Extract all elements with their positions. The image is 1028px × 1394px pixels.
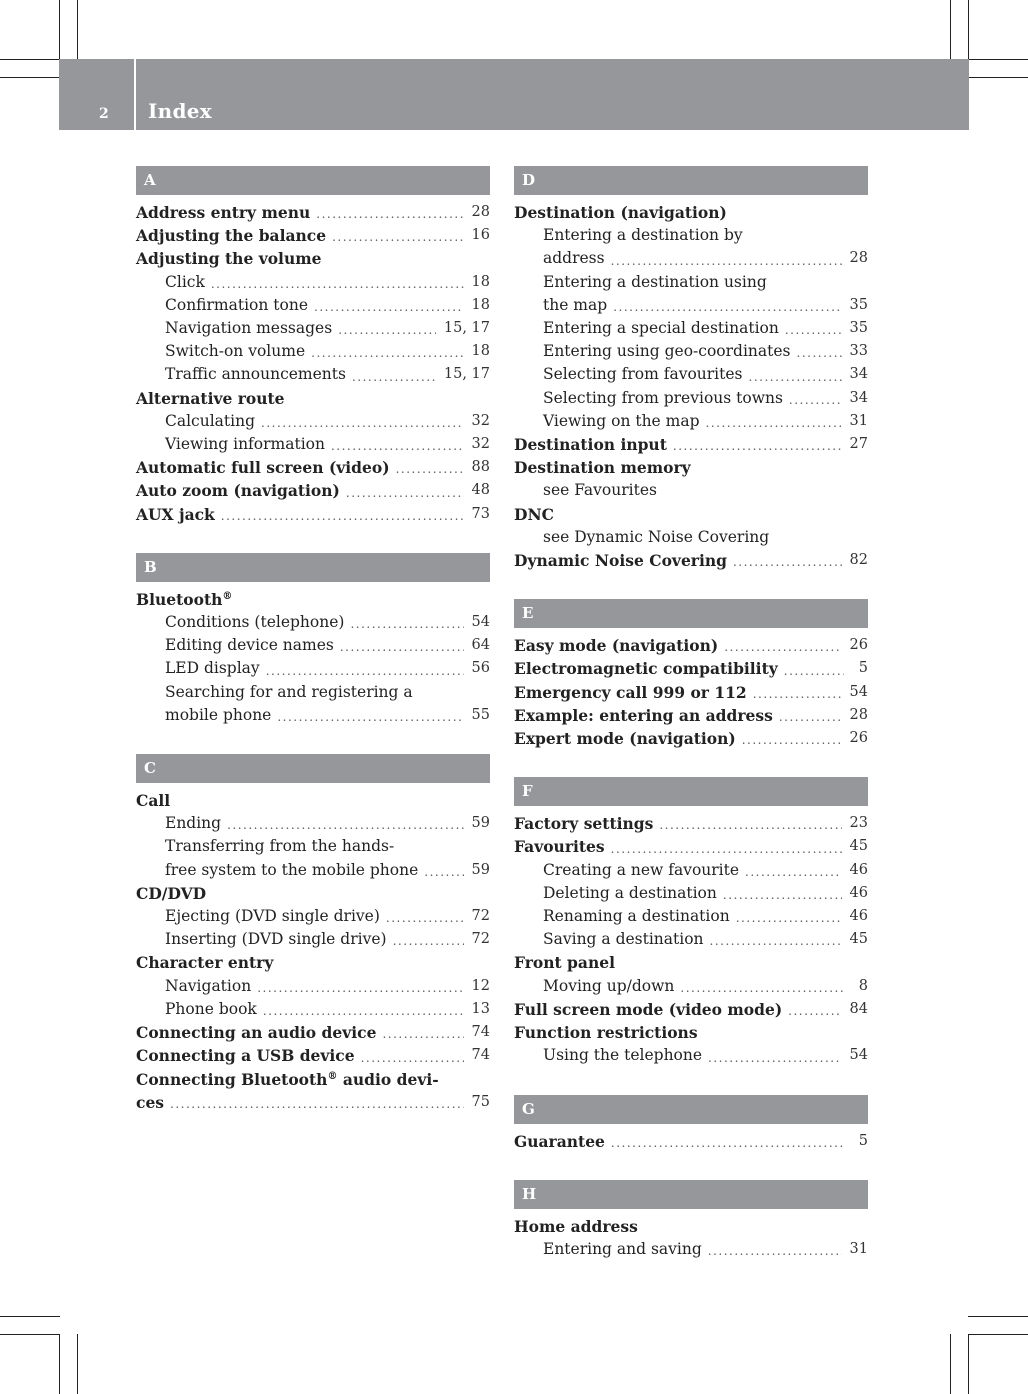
section-header-b: B (136, 553, 490, 582)
crop-mark (0, 1316, 60, 1317)
index-entry: DNC (514, 504, 554, 524)
index-subentry: Saving a destination ..... 45 (514, 928, 868, 951)
index-subentry: address ..... 28 (514, 247, 868, 270)
header-divider (134, 59, 136, 130)
crop-mark (968, 1316, 1028, 1317)
index-entry: Adjusting the balance ..... 16 (136, 224, 490, 247)
page-title: Index (148, 99, 213, 123)
index-subentry: Conditions (telephone) ..... 54 (136, 611, 490, 634)
index-entry: Favourites ..... 45 (514, 835, 868, 858)
index-entry: Adjusting the volume (136, 249, 322, 269)
crop-mark (968, 1334, 969, 1394)
section-header-d: D (514, 166, 868, 195)
section-header-g: G (514, 1095, 868, 1124)
crop-mark (968, 0, 969, 60)
index-subentry: Deleting a destination ..... 46 (514, 882, 868, 905)
crop-mark (0, 1334, 60, 1335)
index-subentry: Click ..... 18 (136, 271, 490, 294)
index-column-left (136, 166, 490, 1114)
index-entry: Destination (navigation) (514, 203, 727, 222)
index-subentry: Selecting from previous towns ..... 34 (514, 387, 868, 410)
index-entry: Example: entering an address ..... 28 (514, 704, 868, 727)
page-header (59, 59, 969, 130)
index-subentry: Viewing information ..... 32 (136, 433, 490, 456)
crop-mark (0, 77, 60, 78)
index-entry: Expert mode (navigation) ..... 26 (514, 727, 868, 750)
index-entry: Address entry menu ..... 28 (136, 201, 490, 224)
crop-mark (950, 0, 951, 60)
index-entry: Emergency call 999 or 112 ..... 54 (514, 681, 868, 704)
crop-mark (950, 1334, 951, 1394)
index-entry: Electromagnetic compatibility ..... 5 (514, 657, 868, 680)
page-number: 2 (99, 106, 109, 122)
crop-mark (59, 1334, 60, 1394)
index-subentry: Creating a new favourite ..... 46 (514, 859, 868, 882)
index-entry: Bluetooth® (136, 589, 233, 609)
index-subentry: mobile phone ..... 55 (136, 704, 490, 727)
index-entry: AUX jack ..... 73 (136, 503, 490, 526)
index-entry: Dynamic Noise Covering ..... 82 (514, 549, 868, 572)
index-entry: Connecting a USB device ..... 74 (136, 1044, 490, 1067)
index-entry: Automatic full screen (video) ..... 88 (136, 456, 490, 479)
index-subentry: Renaming a destination ..... 46 (514, 905, 868, 928)
index-subentry: Ejecting (DVD single drive) ..... 72 (136, 905, 490, 928)
crop-mark (77, 0, 78, 60)
index-subentry: Searching for and registering a (165, 682, 413, 701)
index-entry: Connecting Bluetooth® audio devi- (136, 1069, 439, 1089)
index-entry: ces ..... 75 (136, 1091, 490, 1114)
index-entry: Factory settings ..... 23 (514, 812, 868, 835)
index-entry: Destination memory (514, 458, 691, 478)
index-subentry: the map ..... 35 (514, 294, 868, 317)
index-subentry: Ending ..... 59 (136, 812, 490, 835)
index-subentry: Editing device names ..... 64 (136, 634, 490, 657)
index-entry: Easy mode (navigation) ..... 26 (514, 634, 868, 657)
index-subentry: Moving up/down ..... 8 (514, 975, 868, 998)
index-entry: Function restrictions (514, 1023, 698, 1043)
index-entry: Front panel (514, 953, 615, 973)
index-subentry: Using the telephone ..... 54 (514, 1044, 868, 1067)
index-subentry: see Dynamic Noise Covering (543, 527, 770, 546)
index-entry: Auto zoom (navigation) ..... 48 (136, 479, 490, 502)
index-entry: CD/DVD (136, 883, 207, 903)
index-entry: Connecting an audio device ..... 74 (136, 1021, 490, 1044)
index-entry: Guarantee ..... 5 (514, 1130, 868, 1153)
index-subentry: Navigation messages ..... 15, 17 (136, 317, 490, 340)
crop-mark (77, 1334, 78, 1394)
index-subentry: Viewing on the map ..... 31 (514, 410, 868, 433)
crop-mark (968, 77, 1028, 78)
section-header-a: A (136, 166, 490, 195)
section-header-h: H (514, 1180, 868, 1209)
crop-mark (968, 1334, 1028, 1335)
index-subentry: see Favourites (543, 481, 657, 500)
section-header-c: C (136, 754, 490, 783)
crop-mark (968, 59, 1028, 60)
index-subentry: Entering a destination using (543, 272, 767, 291)
section-header-e: E (514, 599, 868, 628)
index-subentry: Inserting (DVD single drive) ..... 72 (136, 928, 490, 951)
index-entry: Full screen mode (video mode) ..... 84 (514, 998, 868, 1021)
index-entry: Alternative route (136, 388, 285, 408)
index-subentry: Entering a destination by (543, 226, 743, 245)
index-subentry: Traffic announcements ..... 15, 17 (136, 363, 490, 386)
index-subentry: Selecting from favourites ..... 34 (514, 363, 868, 386)
index-subentry: Entering using geo-coordinates ..... 33 (514, 340, 868, 363)
index-subentry: Switch-on volume ..... 18 (136, 340, 490, 363)
index-subentry: Phone book ..... 13 (136, 998, 490, 1021)
index-subentry: Navigation ..... 12 (136, 975, 490, 998)
index-subentry: Entering a special destination ..... 35 (514, 317, 868, 340)
index-subentry: Transferring from the hands- (165, 837, 395, 856)
index-subentry: Calculating ..... 32 (136, 410, 490, 433)
index-entry: Call (136, 791, 171, 811)
index-column-right (514, 166, 868, 1261)
index-subentry: Confirmation tone ..... 18 (136, 294, 490, 317)
index-entry: Destination input ..... 27 (514, 433, 868, 456)
index-entry: Home address (514, 1216, 638, 1236)
crop-mark (0, 59, 60, 60)
index-subentry: LED display ..... 56 (136, 657, 490, 680)
crop-mark (59, 0, 60, 60)
index-subentry: free system to the mobile phone ..... 59 (136, 859, 490, 882)
index-entry: Character entry (136, 953, 274, 973)
index-subentry: Entering and saving ..... 31 (514, 1238, 868, 1261)
section-header-f: F (514, 777, 868, 806)
